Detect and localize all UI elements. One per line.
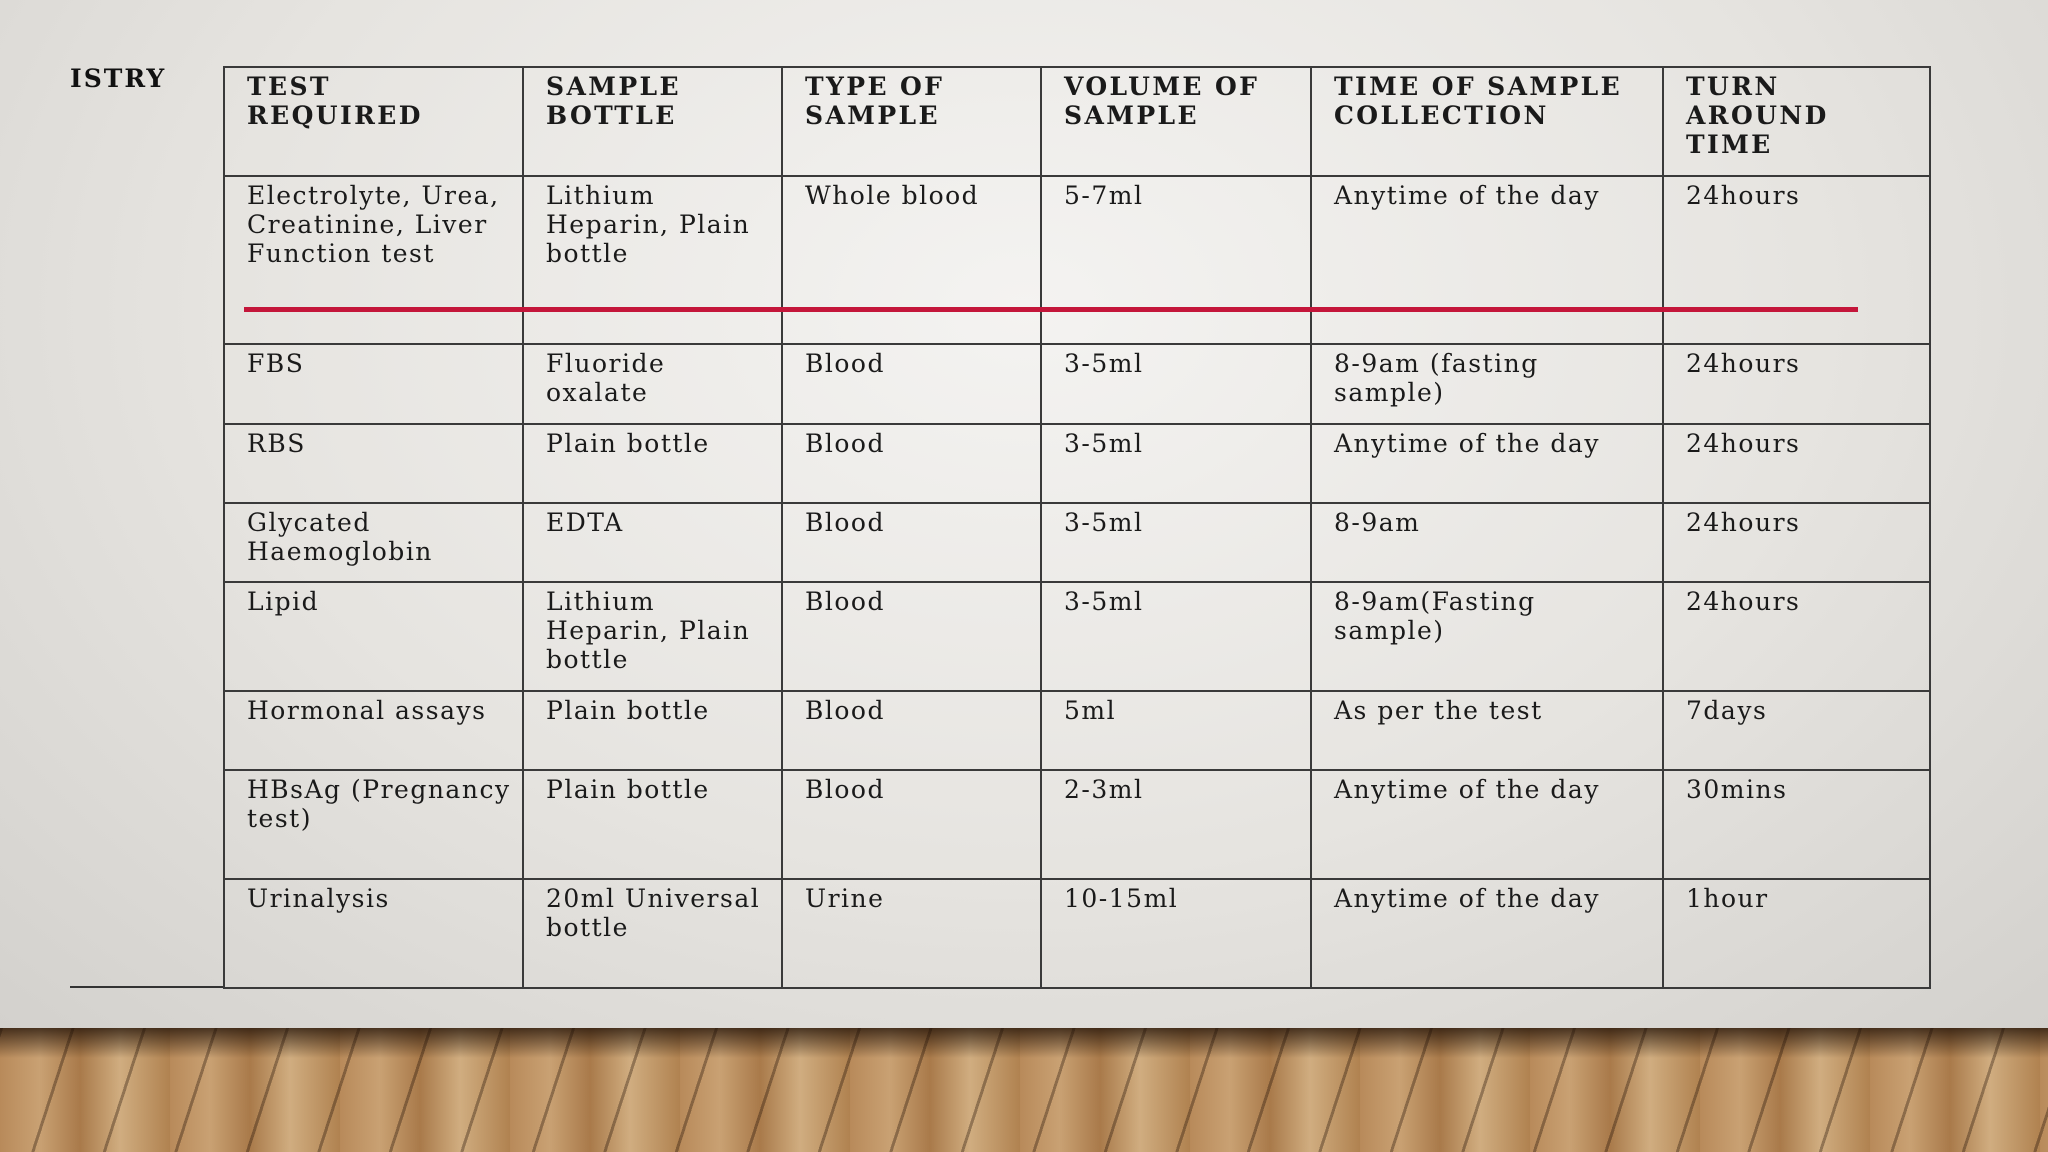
cell-volume: 3-5ml — [1041, 582, 1311, 691]
cell-time: As per the test — [1311, 691, 1663, 770]
cell-turnaround: 7days — [1663, 691, 1930, 770]
table-row — [224, 176, 1930, 344]
cell-turnaround: 24hours — [1663, 503, 1930, 582]
cell-type: Blood — [782, 424, 1041, 503]
header-volume-of-sample: VOLUME OF SAMPLE — [1041, 67, 1311, 176]
cell-type: Urine — [782, 879, 1041, 988]
cell-time: Anytime of the day — [1311, 879, 1663, 988]
cell-volume: 5-7ml — [1041, 176, 1311, 344]
cell-turnaround: 24hours — [1663, 424, 1930, 503]
floor-shadow — [0, 1028, 2048, 1058]
table-row — [224, 879, 1930, 988]
cell-turnaround: 24hours — [1663, 344, 1930, 424]
red-annotation-line — [244, 307, 1858, 312]
table-row — [224, 582, 1930, 691]
table-row — [224, 770, 1930, 879]
cell-bottle: Plain bottle — [523, 424, 782, 503]
cell-volume: 3-5ml — [1041, 503, 1311, 582]
header-turnaround-time: TURN AROUND TIME — [1663, 67, 1930, 176]
table-row — [224, 344, 1930, 424]
cell-test: Lipid — [224, 582, 523, 691]
cell-volume: 10-15ml — [1041, 879, 1311, 988]
cell-test: Electrolyte, Urea, Creatinine, Liver Function test — [224, 176, 523, 344]
cell-volume: 3-5ml — [1041, 424, 1311, 503]
cell-turnaround: 1hour — [1663, 879, 1930, 988]
cell-time: Anytime of the day — [1311, 770, 1663, 879]
cell-bottle: Plain bottle — [523, 770, 782, 879]
table-header-row — [224, 67, 1930, 176]
cell-turnaround: 24hours — [1663, 582, 1930, 691]
cell-volume: 3-5ml — [1041, 344, 1311, 424]
cell-type: Blood — [782, 582, 1041, 691]
table-row — [224, 503, 1930, 582]
cell-test: RBS — [224, 424, 523, 503]
table-row — [224, 424, 1930, 503]
cell-type: Blood — [782, 503, 1041, 582]
header-type-of-sample: TYPE OF SAMPLE — [782, 67, 1041, 176]
cell-test: FBS — [224, 344, 523, 424]
cell-turnaround: 24hours — [1663, 176, 1930, 344]
cell-bottle: 20ml Universal bottle — [523, 879, 782, 988]
side-label: ISTRY — [70, 64, 167, 93]
cell-type: Blood — [782, 770, 1041, 879]
cell-test: HBsAg (Pregnancy test) — [224, 770, 523, 879]
cell-time: Anytime of the day — [1311, 424, 1663, 503]
cell-time: 8-9am — [1311, 503, 1663, 582]
cell-test: Hormonal assays — [224, 691, 523, 770]
cell-bottle: Lithium Heparin, Plain bottle — [523, 582, 782, 691]
cell-volume: 2-3ml — [1041, 770, 1311, 879]
cell-type: Blood — [782, 344, 1041, 424]
cell-time: 8-9am(Fasting sample) — [1311, 582, 1663, 691]
left-border-rule — [70, 986, 224, 988]
cell-test: Urinalysis — [224, 879, 523, 988]
sample-requirements-table — [223, 66, 1931, 989]
header-test-required: TEST REQUIRED — [224, 67, 523, 176]
header-sample-bottle: SAMPLE BOTTLE — [523, 67, 782, 176]
cell-bottle: Fluoride oxalate — [523, 344, 782, 424]
cell-time: 8-9am (fasting sample) — [1311, 344, 1663, 424]
cell-type: Whole blood — [782, 176, 1041, 344]
cell-turnaround: 30mins — [1663, 770, 1930, 879]
cell-bottle: Plain bottle — [523, 691, 782, 770]
cell-test: Glycated Haemoglobin — [224, 503, 523, 582]
header-time-of-collection: TIME OF SAMPLE COLLECTION — [1311, 67, 1663, 176]
table-row — [224, 691, 1930, 770]
cell-time: Anytime of the day — [1311, 176, 1663, 344]
cell-bottle: EDTA — [523, 503, 782, 582]
cell-type: Blood — [782, 691, 1041, 770]
cell-volume: 5ml — [1041, 691, 1311, 770]
cell-bottle: Lithium Heparin, Plain bottle — [523, 176, 782, 344]
